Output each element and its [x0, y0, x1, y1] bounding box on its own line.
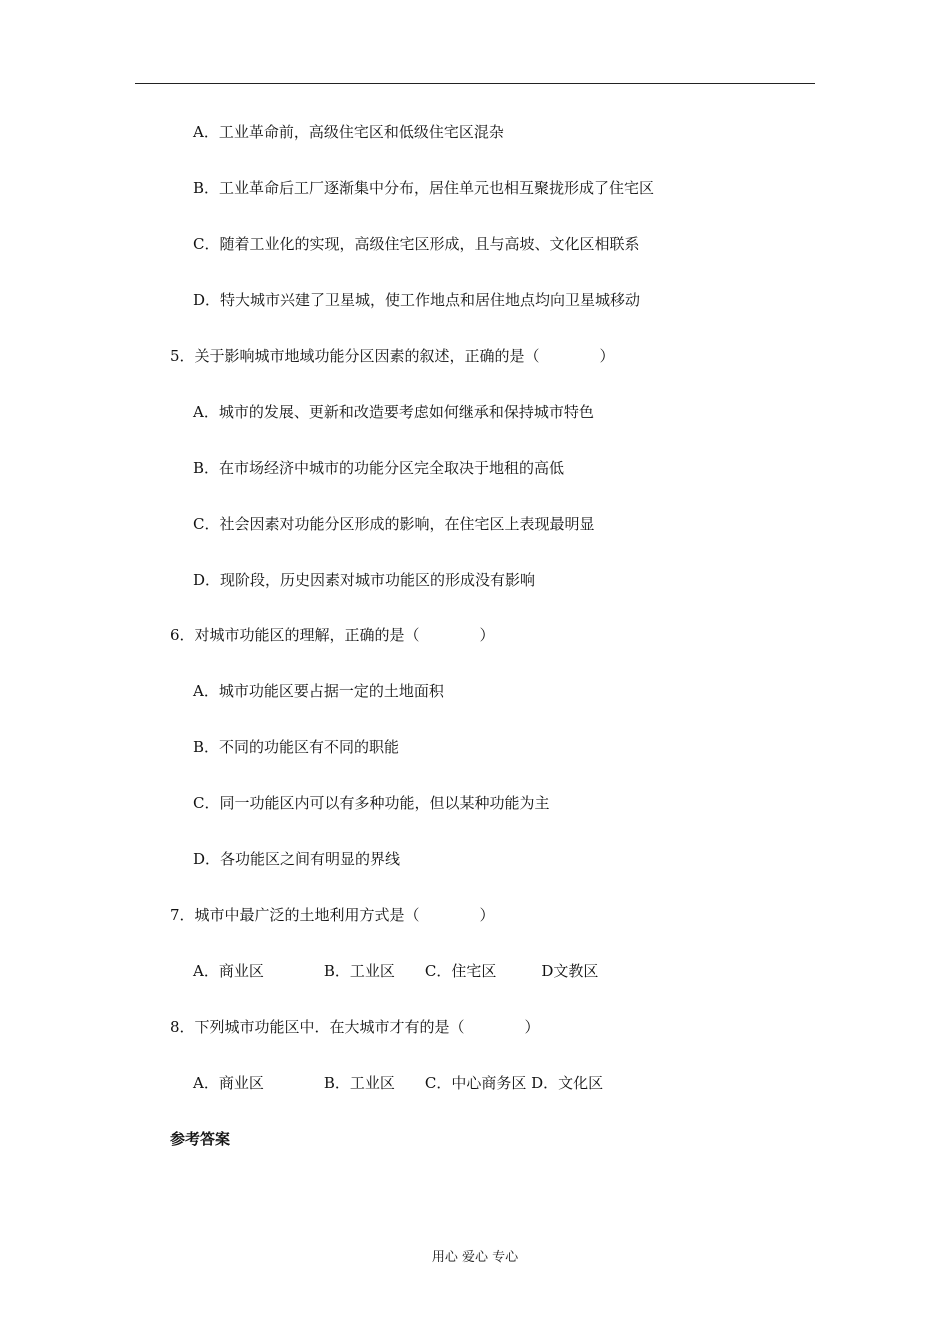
- q6-option-b: B．不同的功能区有不同的职能: [193, 738, 400, 756]
- q5-stem: 5．关于影响城市地域功能分区因素的叙述，正确的是（ ）: [170, 347, 615, 365]
- q6-option-c: C．同一功能区内可以有多种功能，但以某种功能为主: [193, 794, 550, 812]
- q4-option-b: B．工业革命后工厂逐渐集中分布，居住单元也相互聚拢形成了住宅区: [193, 179, 655, 197]
- q6-option-a: A．城市功能区要占据一定的土地面积: [193, 682, 444, 700]
- q7-stem: 7．城市中最广泛的土地利用方式是（ ）: [170, 906, 495, 924]
- q5-option-a: A．城市的发展、更新和改造要考虑如何继承和保持城市特色: [193, 403, 594, 421]
- q8-stem: 8．下列城市功能区中．在大城市才有的是（ ）: [170, 1018, 540, 1036]
- answers-heading: 参考答案: [170, 1130, 231, 1148]
- q4-option-a: A．工业革命前，高级住宅区和低级住宅区混杂: [193, 123, 504, 141]
- page-footer: 用心 爱心 专心: [431, 1250, 519, 1265]
- q5-option-d: D．现阶段，历史因素对城市功能区的形成没有影响: [193, 571, 536, 589]
- q5-option-c: C．社会因素对功能分区形成的影响，在住宅区上表现最明显: [193, 515, 595, 533]
- q5-option-b: B．在市场经济中城市的功能分区完全取决于地租的高低: [193, 459, 565, 477]
- header-rule: [135, 83, 815, 84]
- q6-stem: 6．对城市功能区的理解，正确的是（ ）: [170, 626, 495, 644]
- q4-option-c: C．随着工业化的实现，高级住宅区形成，且与高坡、文化区相联系: [193, 235, 640, 253]
- q6-option-d: D．各功能区之间有明显的界线: [193, 850, 401, 868]
- q7-options: A．商业区 B．工业区 C．住宅区 D文教区: [193, 962, 599, 980]
- q8-options: A．商业区 B．工业区 C．中心商务区 D．文化区: [193, 1074, 604, 1092]
- q4-option-d: D．特大城市兴建了卫星城，使工作地点和居住地点均向卫星城移动: [193, 291, 641, 309]
